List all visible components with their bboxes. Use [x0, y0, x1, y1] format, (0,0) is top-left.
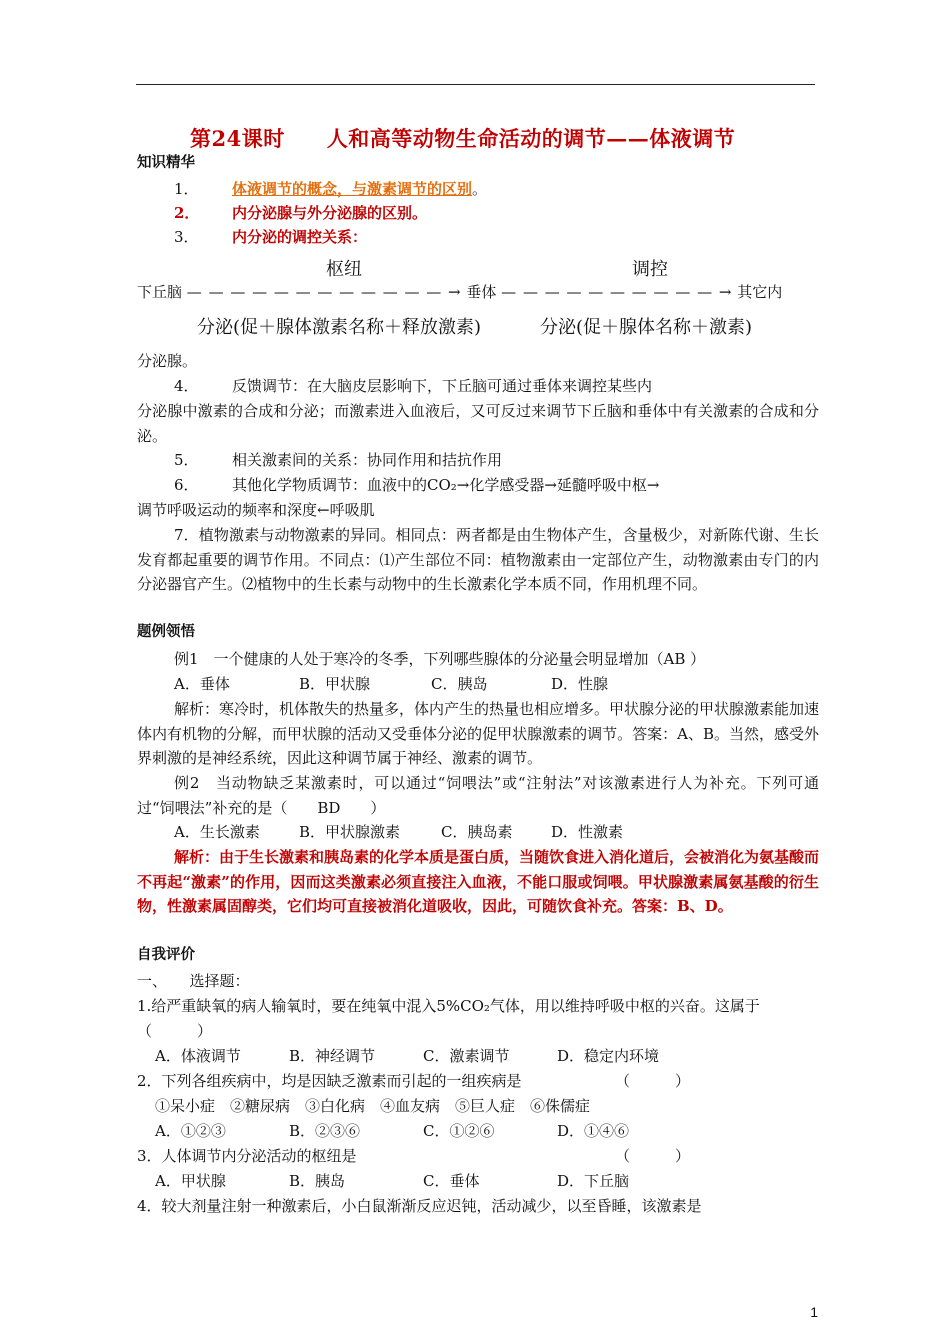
question-1: 1.给严重缺氧的病人输氧时，要在纯氧中混入5%CO₂气体，用以维持呼吸中枢的兴奋。这属于: [137, 997, 760, 1015]
section-heading-knowledge: 知识精华: [137, 155, 195, 171]
knowledge-item-6-cont: 调节呼吸运动的频率和深度←呼吸肌: [137, 501, 375, 519]
example-2-explanation: 解析：由于生长激素和胰岛素的化学本质是蛋白质，当随饮食进入消化道后，会被消化为氨基酸而不再起“激素”的作用，因而这类激素必须直接注入血液，不能口服或饲喂。甲状腺激素属氨基酸的衍生物，性激素属固醇类，它们均可直接被消化道吸收，因此，可随饮食补充。答案：B、D。: [137, 848, 820, 916]
question-2-options: [155, 1122, 629, 1140]
question-1-options: [155, 1047, 659, 1065]
diagram-tail: 分泌腺。: [137, 352, 198, 370]
option: A．生长激素: [174, 823, 260, 841]
knowledge-item-4-cont: 分泌腺中激素的合成和分泌；而激素进入血液后，又可反过来调节下丘脑和垂体中有关激素的合成和分泌。: [137, 402, 819, 445]
knowledge-item-2: 2． 内分泌腺与外分泌腺的区别。: [174, 204, 428, 222]
page-number: 1: [810, 1304, 818, 1320]
question-2-items: ①呆小症 ②糖尿病 ③白化病 ④血友病 ⑤巨人症 ⑥侏儒症: [155, 1097, 591, 1115]
option: C．①②⑥: [423, 1122, 495, 1140]
option: C．胰岛素: [441, 823, 513, 841]
diagram-sub-b: 分泌(促＋腺体名称＋激素): [540, 317, 753, 338]
section-heading-examples: 题例领悟: [137, 624, 195, 640]
option: A．体液调节: [155, 1047, 241, 1065]
question-3: 3．人体调节内分泌活动的枢纽是: [137, 1147, 357, 1165]
arrow-2: — — — — — — — — — — →: [501, 283, 733, 301]
option: C．激素调节: [423, 1047, 510, 1065]
option: A．①②③: [155, 1122, 226, 1140]
question-2: 2．下列各组疾病中，均是因缺乏激素而引起的一组疾病是: [137, 1072, 522, 1090]
example-1-options: [174, 675, 608, 693]
option: D．性激素: [551, 823, 624, 841]
question-1-paren: （ ）: [137, 1022, 213, 1040]
example-1-question: 例1 一个健康的人处于寒冷的冬季，下列哪些腺体的分泌量会明显增加（AB ）: [174, 650, 706, 668]
option: B．神经调节: [289, 1047, 376, 1065]
option: D．下丘脑: [557, 1172, 630, 1190]
regulation-flow-diagram: [137, 283, 782, 301]
part-heading: 一、 选择题：: [137, 972, 250, 990]
node-hypothalamus: 下丘脑: [137, 283, 183, 301]
arrow-1: — — — — — — — — — — — — →: [186, 283, 462, 301]
question-3-paren: （ ）: [615, 1147, 691, 1165]
lesson-number: 第24课时: [190, 126, 285, 151]
option: C．胰岛: [431, 675, 488, 693]
question-4: 4．较大剂量注射一种激素后，小白鼠渐渐反应迟钝，活动减少，以至昏睡，该激素是: [137, 1197, 702, 1215]
knowledge-item-4: 4． 反馈调节：在大脑皮层影响下，下丘脑可通过垂体来调控某些内: [174, 377, 653, 395]
example-2-question: 例2 当动物缺乏某激素时，可以通过“饲喂法”或“注射法”对该激素进行人为补充。下列可通过“饲喂法”补充的是（ BD ）: [137, 774, 819, 817]
diagram-label-regulate: 调控: [632, 259, 668, 280]
option: B．甲状腺: [299, 675, 371, 693]
knowledge-item-6: 6． 其他化学物质调节：血液中的CO₂→化学感受器→延髓呼吸中枢→: [174, 476, 660, 494]
highlighted-link-text: 体液调节的概念，与激素调节的区别: [232, 180, 473, 198]
option: D．①④⑥: [557, 1122, 630, 1140]
option: A．甲状腺: [155, 1172, 226, 1190]
example-2-options: [174, 823, 623, 841]
section-heading-self-eval: 自我评价: [137, 947, 195, 963]
diagram-sub-a: 分泌(促＋腺体激素名称＋释放激素): [197, 317, 482, 338]
option: D．性腺: [551, 675, 609, 693]
question-2-paren: （ ）: [615, 1072, 691, 1090]
option: A．垂体: [174, 675, 230, 693]
knowledge-item-1: 1． 体液调节的概念，与激素调节的区别。: [174, 180, 488, 198]
diagram-label-hub: 枢纽: [326, 259, 362, 280]
knowledge-item-3: 3． 内分泌的调控关系：: [174, 228, 368, 246]
example-1-explanation: 解析：寒冷时，机体散失的热量多，体内产生的热量也相应增多。甲状腺分泌的甲状腺激素能加速体内有机物的分解，而甲状腺的活动又受垂体分泌的促甲状腺激素的调节。答案：A、B。当然，感受外界刺激的是神经系统，因此这种调节属于神经、激素的调节。: [137, 700, 820, 768]
node-pituitary: 垂体: [466, 283, 497, 301]
option: B．②③⑥: [289, 1122, 361, 1140]
option: C．垂体: [423, 1172, 480, 1190]
knowledge-item-7: 7．植物激素与动物激素的异同。相同点：两者都是由生物体产生，含量极少，对新陈代谢、生长发育都起重要的调节作用。不同点：⑴产生部位不同：植物激素由一定部位产生，动物激素由专门的内分泌器官产生。⑵植物中的生长素与动物中的生长激素化学本质不同，作用机理不同。: [137, 526, 819, 594]
header-rule: [136, 84, 815, 85]
option: B．胰岛: [289, 1172, 346, 1190]
page-title: [190, 126, 735, 151]
question-3-options: [155, 1172, 629, 1190]
knowledge-item-5: 5． 相关激素间的关系：协同作用和拮抗作用: [174, 451, 503, 469]
lesson-topic: 人和高等动物生命活动的调节——体液调节: [326, 126, 736, 151]
option: B．甲状腺激素: [299, 823, 401, 841]
option: D．稳定内环境: [557, 1047, 660, 1065]
node-other-glands: 其它内: [737, 283, 783, 301]
